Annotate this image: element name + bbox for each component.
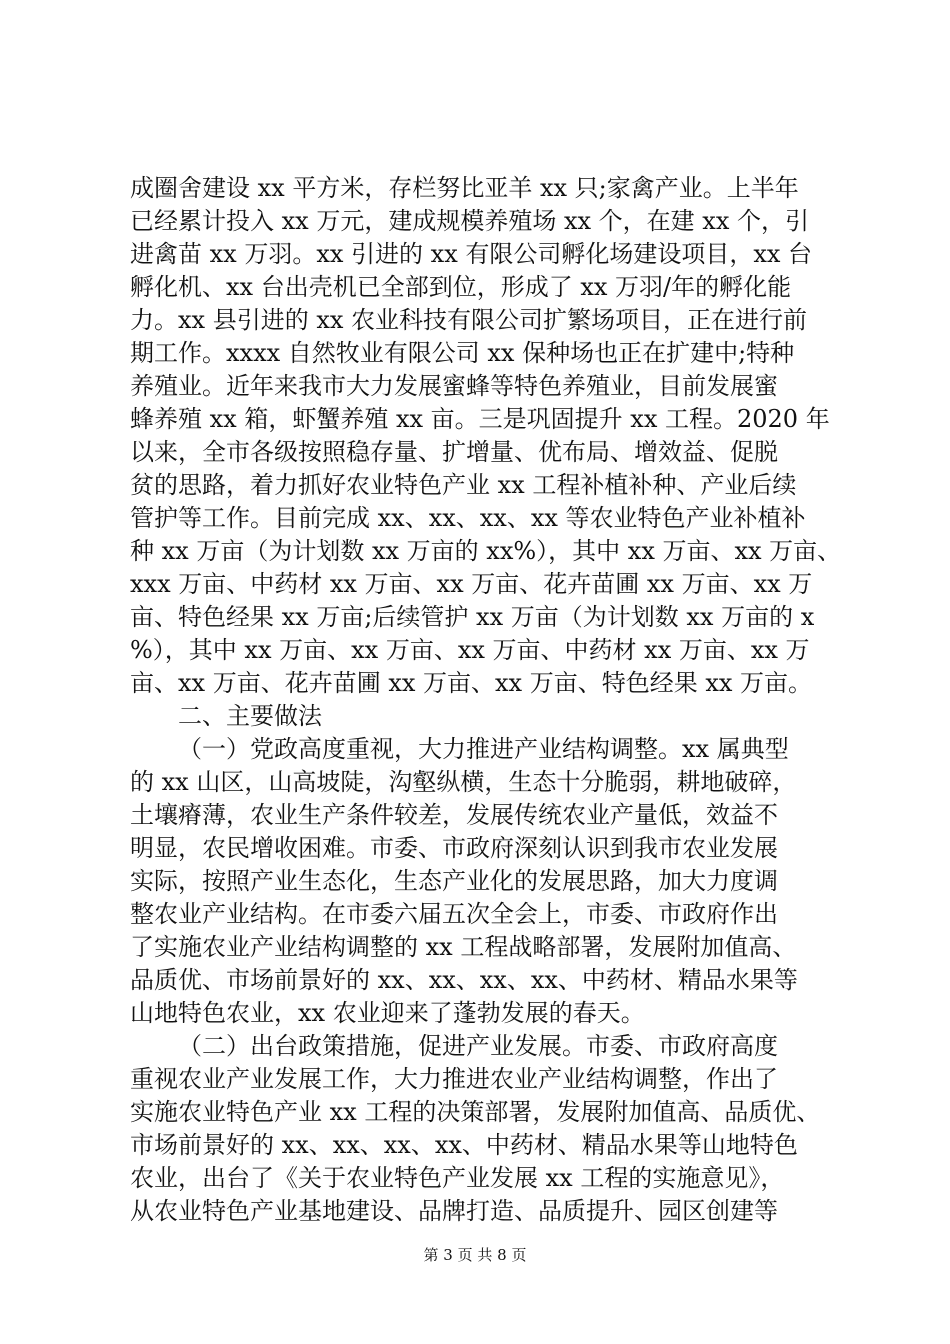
text-line: 实际，按照产业生态化，生态产业化的发展思路，加大力度调 xyxy=(130,867,778,895)
text-line: 蜂养殖 xx 箱，虾蟹养殖 xx 亩。三是巩固提升 xx 工程。2020 年 xyxy=(130,405,830,433)
text-line: 进禽苗 xx 万羽。xx 引进的 xx 有限公司孵化场建设项目，xx 台 xyxy=(130,240,813,268)
text-line: 的 xx 山区，山高坡陡，沟壑纵横，生态十分脆弱，耕地破碎， xyxy=(130,768,797,796)
text-line: 以来，全市各级按照稳存量、扩增量、优布局、增效益、促脱 xyxy=(130,438,778,466)
text-line: 了实施农业产业结构调整的 xx 工程战略部署，发展附加值高、 xyxy=(130,933,797,961)
text-line: xxx 万亩、中药材 xx 万亩、xx 万亩、花卉苗圃 xx 万亩、xx 万 xyxy=(130,570,813,598)
text-line: %），其中 xx 万亩、xx 万亩、xx 万亩、中药材 xx 万亩、xx 万 xyxy=(130,636,810,664)
text-line: 实施农业特色产业 xx 工程的决策部署，发展附加值高、品质优、 xyxy=(130,1098,821,1126)
text-line: 贫的思路，着力抓好农业特色产业 xx 工程补植补种、产业后续 xyxy=(130,471,797,499)
text-line: 亩、xx 万亩、花卉苗圃 xx 万亩、xx 万亩、特色经果 xx 万亩。 xyxy=(130,669,813,697)
text-line: 成圈舍建设 xx 平方米，存栏努比亚羊 xx 只;家禽产业。上半年 xyxy=(130,174,799,202)
text-line: 从农业特色产业基地建设、品牌打造、品质提升、园区创建等 xyxy=(130,1197,778,1225)
text-line: 期工作。xxxx 自然牧业有限公司 xx 保种场也正在扩建中;特种 xyxy=(130,339,795,367)
text-line: 重视农业产业发展工作，大力推进农业产业结构调整，作出了 xyxy=(130,1065,778,1093)
text-line: 明显，农民增收困难。市委、市政府深刻认识到我市农业发展 xyxy=(130,834,778,862)
text-line: 已经累计投入 xx 万元，建成规模养殖场 xx 个，在建 xx 个，引 xyxy=(130,207,809,235)
text-line: （一）党政高度重视，大力推进产业结构调整。xx 属典型 xyxy=(178,735,789,763)
text-line: 品质优、市场前景好的 xx、xx、xx、xx、中药材、精品水果等 xyxy=(130,966,798,994)
text-line: 种 xx 万亩（为计划数 xx 万亩的 xx%），其中 xx 万亩、xx 万亩、 xyxy=(130,537,842,565)
text-line: 养殖业。近年来我市大力发展蜜蜂等特色养殖业，目前发展蜜 xyxy=(130,372,778,400)
text-line: 市场前景好的 xx、xx、xx、xx、中药材、精品水果等山地特色 xyxy=(130,1131,798,1159)
text-line: （二）出台政策措施，促进产业发展。市委、市政府高度 xyxy=(178,1032,778,1060)
text-line: 整农业产业结构。在市委六届五次全会上，市委、市政府作出 xyxy=(130,900,778,928)
text-line: 山地特色农业，xx 农业迎来了蓬勃发展的春天。 xyxy=(130,999,645,1027)
text-line: 农业，出台了《关于农业特色产业发展 xx 工程的实施意见》， xyxy=(130,1164,785,1192)
text-line: 管护等工作。目前完成 xx、xx、xx、xx 等农业特色产业补植补 xyxy=(130,504,806,532)
text-line: 孵化机、xx 台出壳机已全部到位，形成了 xx 万羽/年的孵化能 xyxy=(130,273,792,301)
text-line: 亩、特色经果 xx 万亩;后续管护 xx 万亩（为计划数 xx 万亩的 x xyxy=(130,603,815,631)
text-line: 力。xx 县引进的 xx 农业科技有限公司扩繁场项目，正在进行前 xyxy=(130,306,808,334)
page-number-footer: 第 3 页 共 8 页 xyxy=(423,1246,527,1264)
section-heading: 二、主要做法 xyxy=(178,702,322,730)
text-line: 土壤瘠薄，农业生产条件较差，发展传统农业产量低，效益不 xyxy=(130,801,778,829)
